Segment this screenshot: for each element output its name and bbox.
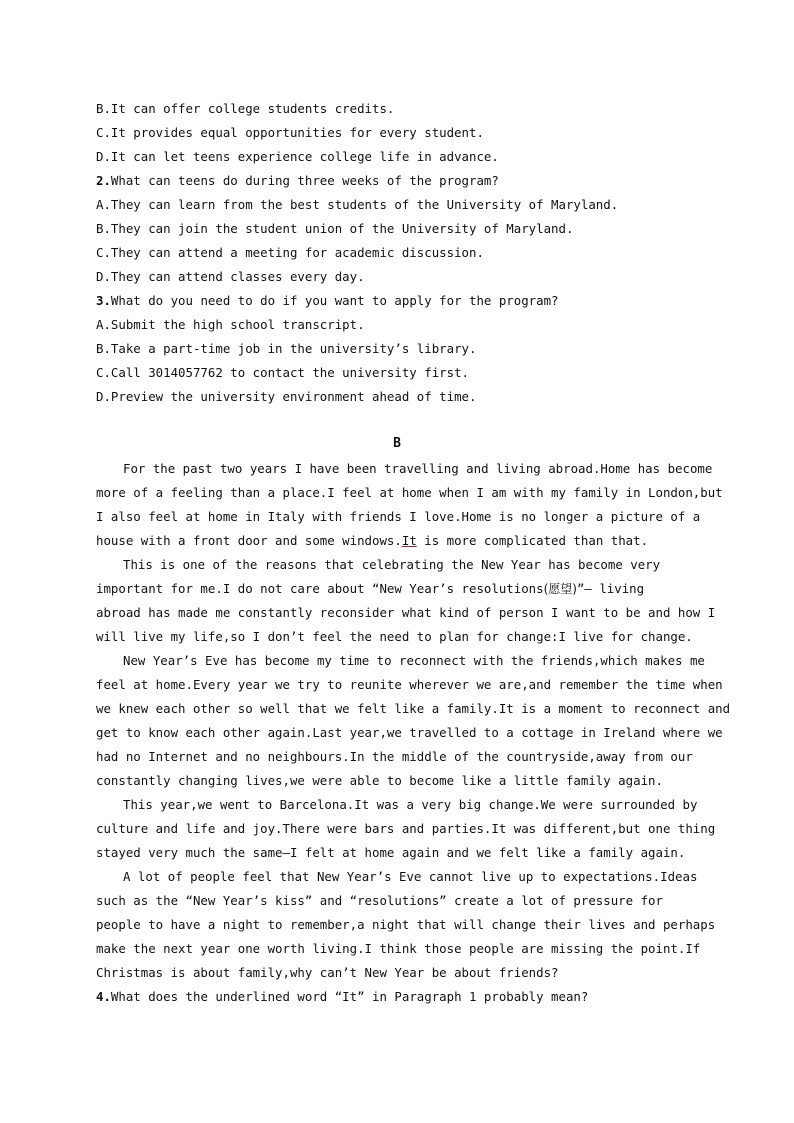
- q2-stem: [96, 169, 696, 193]
- p2-line-3: abroad has made me constantly reconsider what kind of person I want to be and how I: [96, 605, 716, 620]
- p2-line-1: This is one of the reasons that celebrating the New Year has become very: [123, 557, 661, 572]
- p1-line-2: more of a feeling than a place.I feel at home when I am with my family in London,but: [96, 485, 723, 500]
- q3-text: What do you need to do if you want to apply for the program?: [110, 293, 559, 308]
- p2-line-2-end: ”— living: [576, 581, 645, 596]
- p5-line-1: A lot of people feel that New Year’s Eve cannot live up to expectations.Ideas: [123, 869, 698, 884]
- p5-line-2: such as the “New Year’s kiss” and “resolutions” create a lot of pressure for: [96, 893, 663, 908]
- p2-gloss-chinese: (愿望): [543, 582, 577, 596]
- p1-line-4-end: is more complicated than that.: [416, 533, 649, 548]
- q4-number: 4.: [96, 989, 111, 1004]
- p1-line-1: For the past two years I have been travelling and living abroad.Home has become: [123, 461, 713, 476]
- q2-text: What can teens do during three weeks of the program?: [110, 173, 499, 188]
- q2-option-c: C.They can attend a meeting for academic discussion.: [96, 245, 484, 260]
- p5-line-3: people to have a night to remember,a night that will change their lives and perhaps: [96, 917, 716, 932]
- q3-option-c: C.Call 3014057762 to contact the university first.: [96, 365, 469, 380]
- q3-option-d: D.Preview the university environment ahead of time.: [96, 389, 477, 404]
- q2-number: 2.: [96, 173, 111, 188]
- p3-line-4: get to know each other again.Last year,we travelled to a cottage in Ireland where we: [96, 725, 723, 740]
- section-b-title: B: [393, 436, 401, 451]
- q1-option-d: D.It can let teens experience college life in advance.: [96, 149, 499, 164]
- p1-line-3: I also feel at home in Italy with friends I love.Home is no longer a picture of a: [96, 509, 701, 524]
- q2-option-d: D.They can attend classes every day.: [96, 269, 365, 284]
- p2-line-2-start: important for me.I do not care about “New Year’s resolutions: [96, 581, 544, 596]
- p2-line-4: will live my life,so I don’t feel the need to plan for change:I live for change.: [96, 629, 693, 644]
- p4-line-2: culture and life and joy.There were bars and parties.It was different,but one thing: [96, 821, 716, 836]
- underlined-word-it: It: [401, 533, 417, 548]
- p3-line-3: we knew each other so well that we felt like a family.It is a moment to reconnect and: [96, 701, 731, 716]
- p5-line-4: make the next year one worth living.I think those people are missing the point.If: [96, 941, 701, 956]
- q3-option-b: B.Take a part-time job in the university’s library.: [96, 341, 477, 356]
- p2-line-2: [96, 577, 696, 601]
- p4-line-3: stayed very much the same—I felt at home again and we felt like a family again.: [96, 845, 686, 860]
- q2-option-a: A.They can learn from the best students of the University of Maryland.: [96, 197, 619, 212]
- q1-option-c: C.It provides equal opportunities for every student.: [96, 125, 484, 140]
- p3-line-6: constantly changing lives,we were able to become like a little family again.: [96, 773, 663, 788]
- p1-line-4: [96, 529, 696, 553]
- p5-line-5: Christmas is about family,why can’t New Year be about friends?: [96, 965, 559, 980]
- q4-stem: [96, 985, 696, 1009]
- q1-option-b: B.It can offer college students credits.: [96, 101, 395, 116]
- q3-option-a: A.Submit the high school transcript.: [96, 317, 365, 332]
- p3-line-5: had no Internet and no neighbours.In the middle of the countryside,away from our: [96, 749, 693, 764]
- q2-option-b: B.They can join the student union of the University of Maryland.: [96, 221, 574, 236]
- q4-text: What does the underlined word “It” in Paragraph 1 probably mean?: [110, 989, 589, 1004]
- q3-stem: [96, 289, 696, 313]
- p3-line-2: feel at home.Every year we try to reunite wherever we are,and remember the time when: [96, 677, 723, 692]
- p3-line-1: New Year’s Eve has become my time to reconnect with the friends,which makes me: [123, 653, 705, 668]
- p1-line-4-start: house with a front door and some windows.: [96, 533, 402, 548]
- p4-line-1: This year,we went to Barcelona.It was a very big change.We were surrounded by: [123, 797, 698, 812]
- q3-number: 3.: [96, 293, 111, 308]
